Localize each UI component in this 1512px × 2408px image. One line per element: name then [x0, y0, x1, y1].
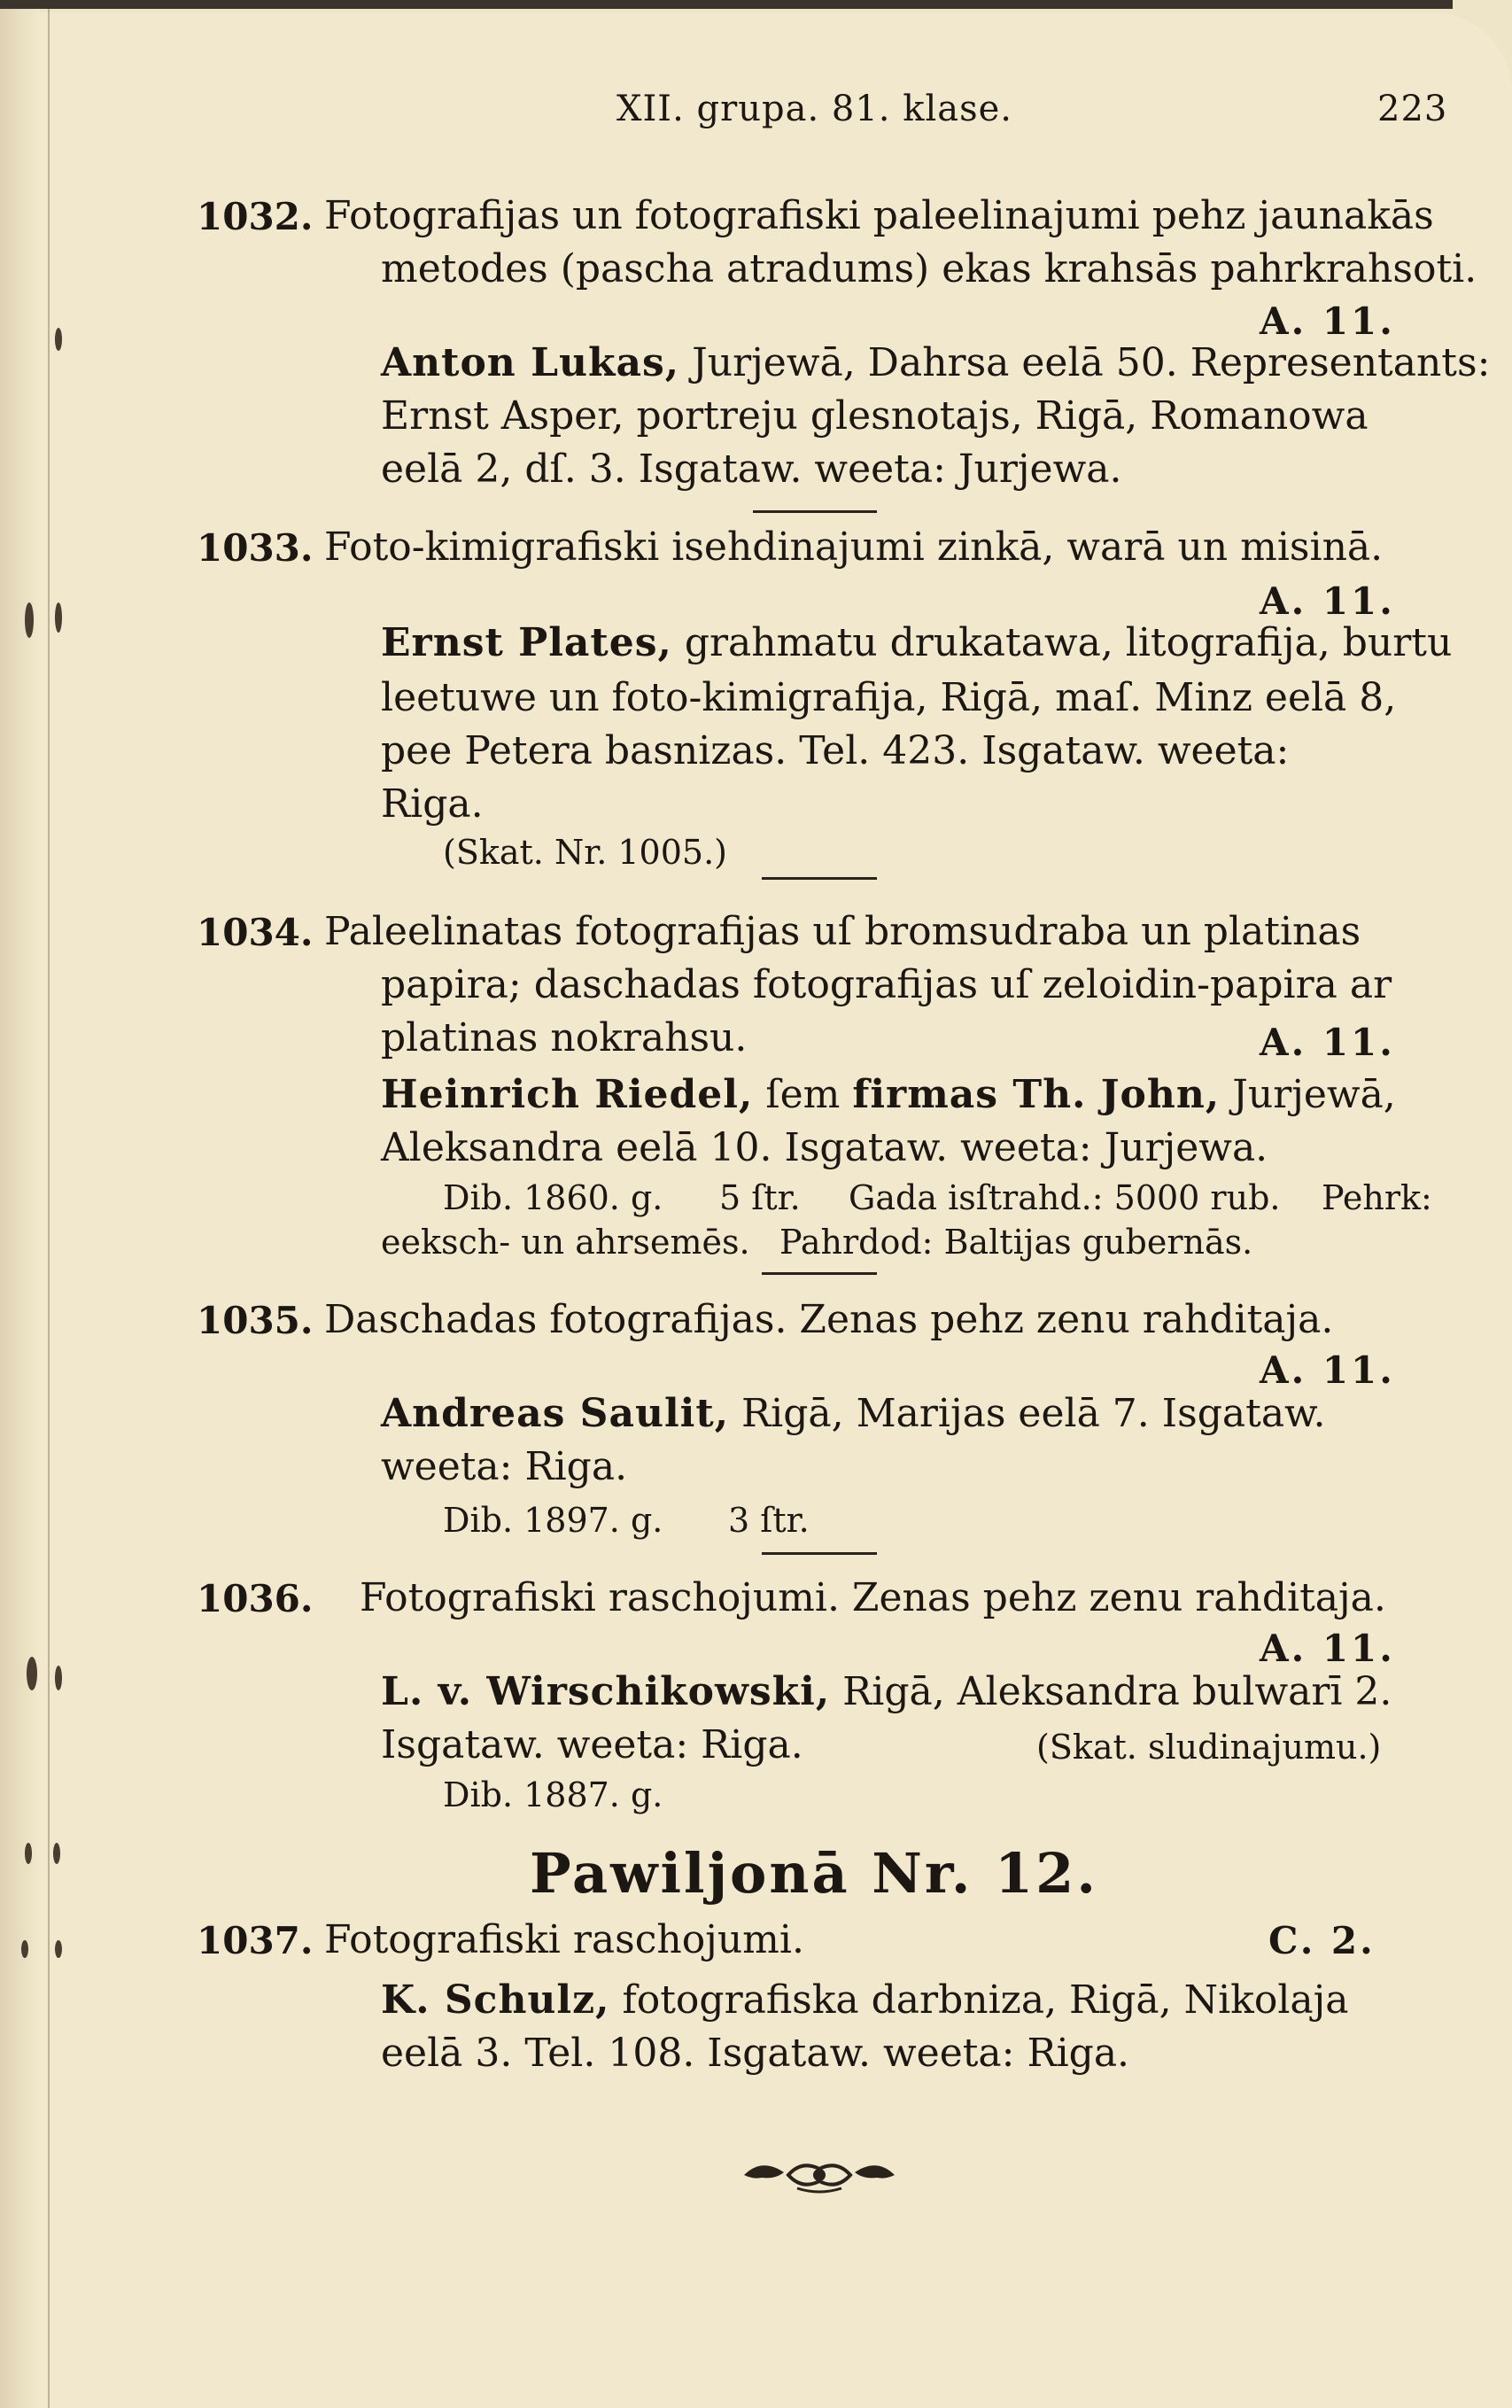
entry-title-line: Daschadas fotografijas. Zenas pehz zenu rahditaja. [324, 1297, 1334, 1342]
cross-reference: (Skat. Nr. 1005.) [443, 833, 727, 872]
binding-mark [55, 1940, 62, 1958]
detail-line: Aleksandra eelā 10. Isgataw. weeta: Jurjewa. [381, 1125, 1268, 1170]
entry-number: 1036. [197, 1577, 314, 1620]
exhibitor-details: Rigā, Aleksandra bulwarī 2. [842, 1669, 1392, 1714]
detail-line: eelā 3. Tel. 108. Isgataw. weeta: Riga. [381, 2031, 1130, 2076]
entry-title-line: papira; daschadas fotografijas uſ zeloidin-papira ar [381, 962, 1392, 1007]
market-line: eeksch- un ahrsemēs. [381, 1223, 750, 1262]
exhibitor-firm: firmas Th. John, [852, 1072, 1221, 1117]
exhibitor-line [381, 340, 1490, 385]
binding-mark [55, 1666, 62, 1690]
entry-title-line: Fotografiski raschojumi. [324, 1917, 804, 1962]
exhibitor-name: Andreas Saulit, [381, 1391, 730, 1436]
separator-rule [762, 1272, 877, 1275]
spine-fold-line [48, 0, 50, 2408]
binding-mark [53, 1843, 60, 1864]
entry-title-line: metodes (pascha atradums) ekas krahsās pahrkrahsoti. [381, 246, 1477, 291]
page-top-edge [0, 0, 1453, 9]
sales-region: Pahrdod: Baltijas gubernās. [779, 1223, 1253, 1262]
exhibitor-details: Rigā, Marijas eelā 7. Isgataw. [741, 1391, 1326, 1436]
binding-mark [21, 1940, 28, 1958]
binding-mark [55, 328, 62, 351]
running-header-section: XII. grupa. 81. klase. [616, 89, 1012, 129]
binding-mark [55, 602, 62, 633]
exhibitor-line [381, 1977, 1349, 2023]
exhibitor-line [381, 1669, 1392, 1714]
entry-title-line: Paleelinatas fotografijas uſ bromsudraba un platinas [324, 909, 1361, 954]
binding-mark [25, 1843, 32, 1864]
entry-number: 1032. [197, 195, 314, 238]
detail-line: Isgataw. weeta: Riga. [381, 1722, 803, 1767]
entry-number: 1035. [197, 1299, 314, 1342]
separator-rule [762, 877, 877, 880]
entry-title-line: Fotografiski raschojumi. Zenas pehz zenu rahditaja. [360, 1575, 1386, 1620]
binding-mark [25, 602, 34, 638]
exhibitor-name: Ernst Plates, [381, 620, 672, 665]
worker-count: 5 ſtr. [719, 1178, 801, 1217]
entry-number: 1037. [197, 1919, 314, 1962]
annual-output: Gada isſtrahd.: 5000 rub. [849, 1178, 1281, 1217]
book-spine [0, 0, 39, 2408]
exhibitor-details: grahmatu drukatawa, litografija, burtu [684, 620, 1453, 665]
exhibitor-details: Jurjewā, Dahrsa eelā 50. Representants: [692, 340, 1491, 385]
exhibitor-name: Heinrich Riedel, [381, 1072, 754, 1117]
founded-year: Dib. 1897. g. [443, 1501, 663, 1540]
page-number: 223 [1377, 89, 1448, 129]
founded-year: Dib. 1887. g. [443, 1775, 663, 1814]
entry-class: C. 2. [1268, 1919, 1376, 1962]
detail-line: weeta: Riga. [381, 1444, 628, 1489]
exhibitor-name: Anton Lukas, [381, 340, 680, 385]
exhibitor-name: L. v. Wirschikowski, [381, 1669, 831, 1714]
entry-class: A. 11. [1260, 579, 1395, 623]
detail-line: leetuwe un foto-kimigrafija, Rigā, maſ. Minz eelā 8, [381, 675, 1397, 720]
exhibitor-line [381, 620, 1452, 665]
entry-title-line: Foto-kimigrafiski isehdinajumi zinkā, warā un misinā. [324, 524, 1384, 570]
entry-class: A. 11. [1260, 299, 1395, 343]
floral-ornament-icon [735, 2153, 903, 2197]
pavilion-heading: Pawiljonā Nr. 12. [530, 1841, 1098, 1906]
detail-line: eelā 2, dſ. 3. Isgataw. weeta: Jurjewa. [381, 447, 1122, 492]
binding-mark [27, 1657, 37, 1690]
market-label: Pehrk: [1322, 1178, 1432, 1217]
separator-rule [762, 1552, 877, 1555]
exhibitor-line [381, 1072, 1396, 1117]
entry-title-line: platinas nokrahsu. [381, 1015, 748, 1060]
entry-number: 1034. [197, 911, 314, 954]
entry-class: A. 11. [1260, 1348, 1395, 1392]
entry-class: A. 11. [1260, 1627, 1395, 1670]
entry-class: A. 11. [1260, 1021, 1395, 1064]
founded-year: Dib. 1860. g. [443, 1178, 663, 1217]
cross-reference: (Skat. sludinajumu.) [1036, 1728, 1382, 1767]
detail-line: Ernst Asper, portreju glesnotajs, Rigā, Romanowa [381, 393, 1369, 439]
worker-count: 3 ſtr. [728, 1501, 810, 1540]
exhibitor-line [381, 1391, 1325, 1436]
exhibitor-name: K. Schulz, [381, 1977, 610, 2023]
exhibitor-details: Jurjewā, [1232, 1072, 1396, 1117]
detail-line: Riga. [381, 781, 484, 827]
entry-number: 1033. [197, 526, 314, 570]
exhibitor-details: fotografiska darbniza, Rigā, Nikolaja [622, 1977, 1349, 2023]
entry-title-line: Fotografijas un fotografiski paleelinajumi pehz jaunakās [324, 193, 1434, 238]
separator-rule [753, 510, 877, 513]
exhibitor-connector: ſem [765, 1072, 841, 1117]
detail-line: pee Petera basnizas. Tel. 423. Isgataw. weeta: [381, 728, 1290, 773]
